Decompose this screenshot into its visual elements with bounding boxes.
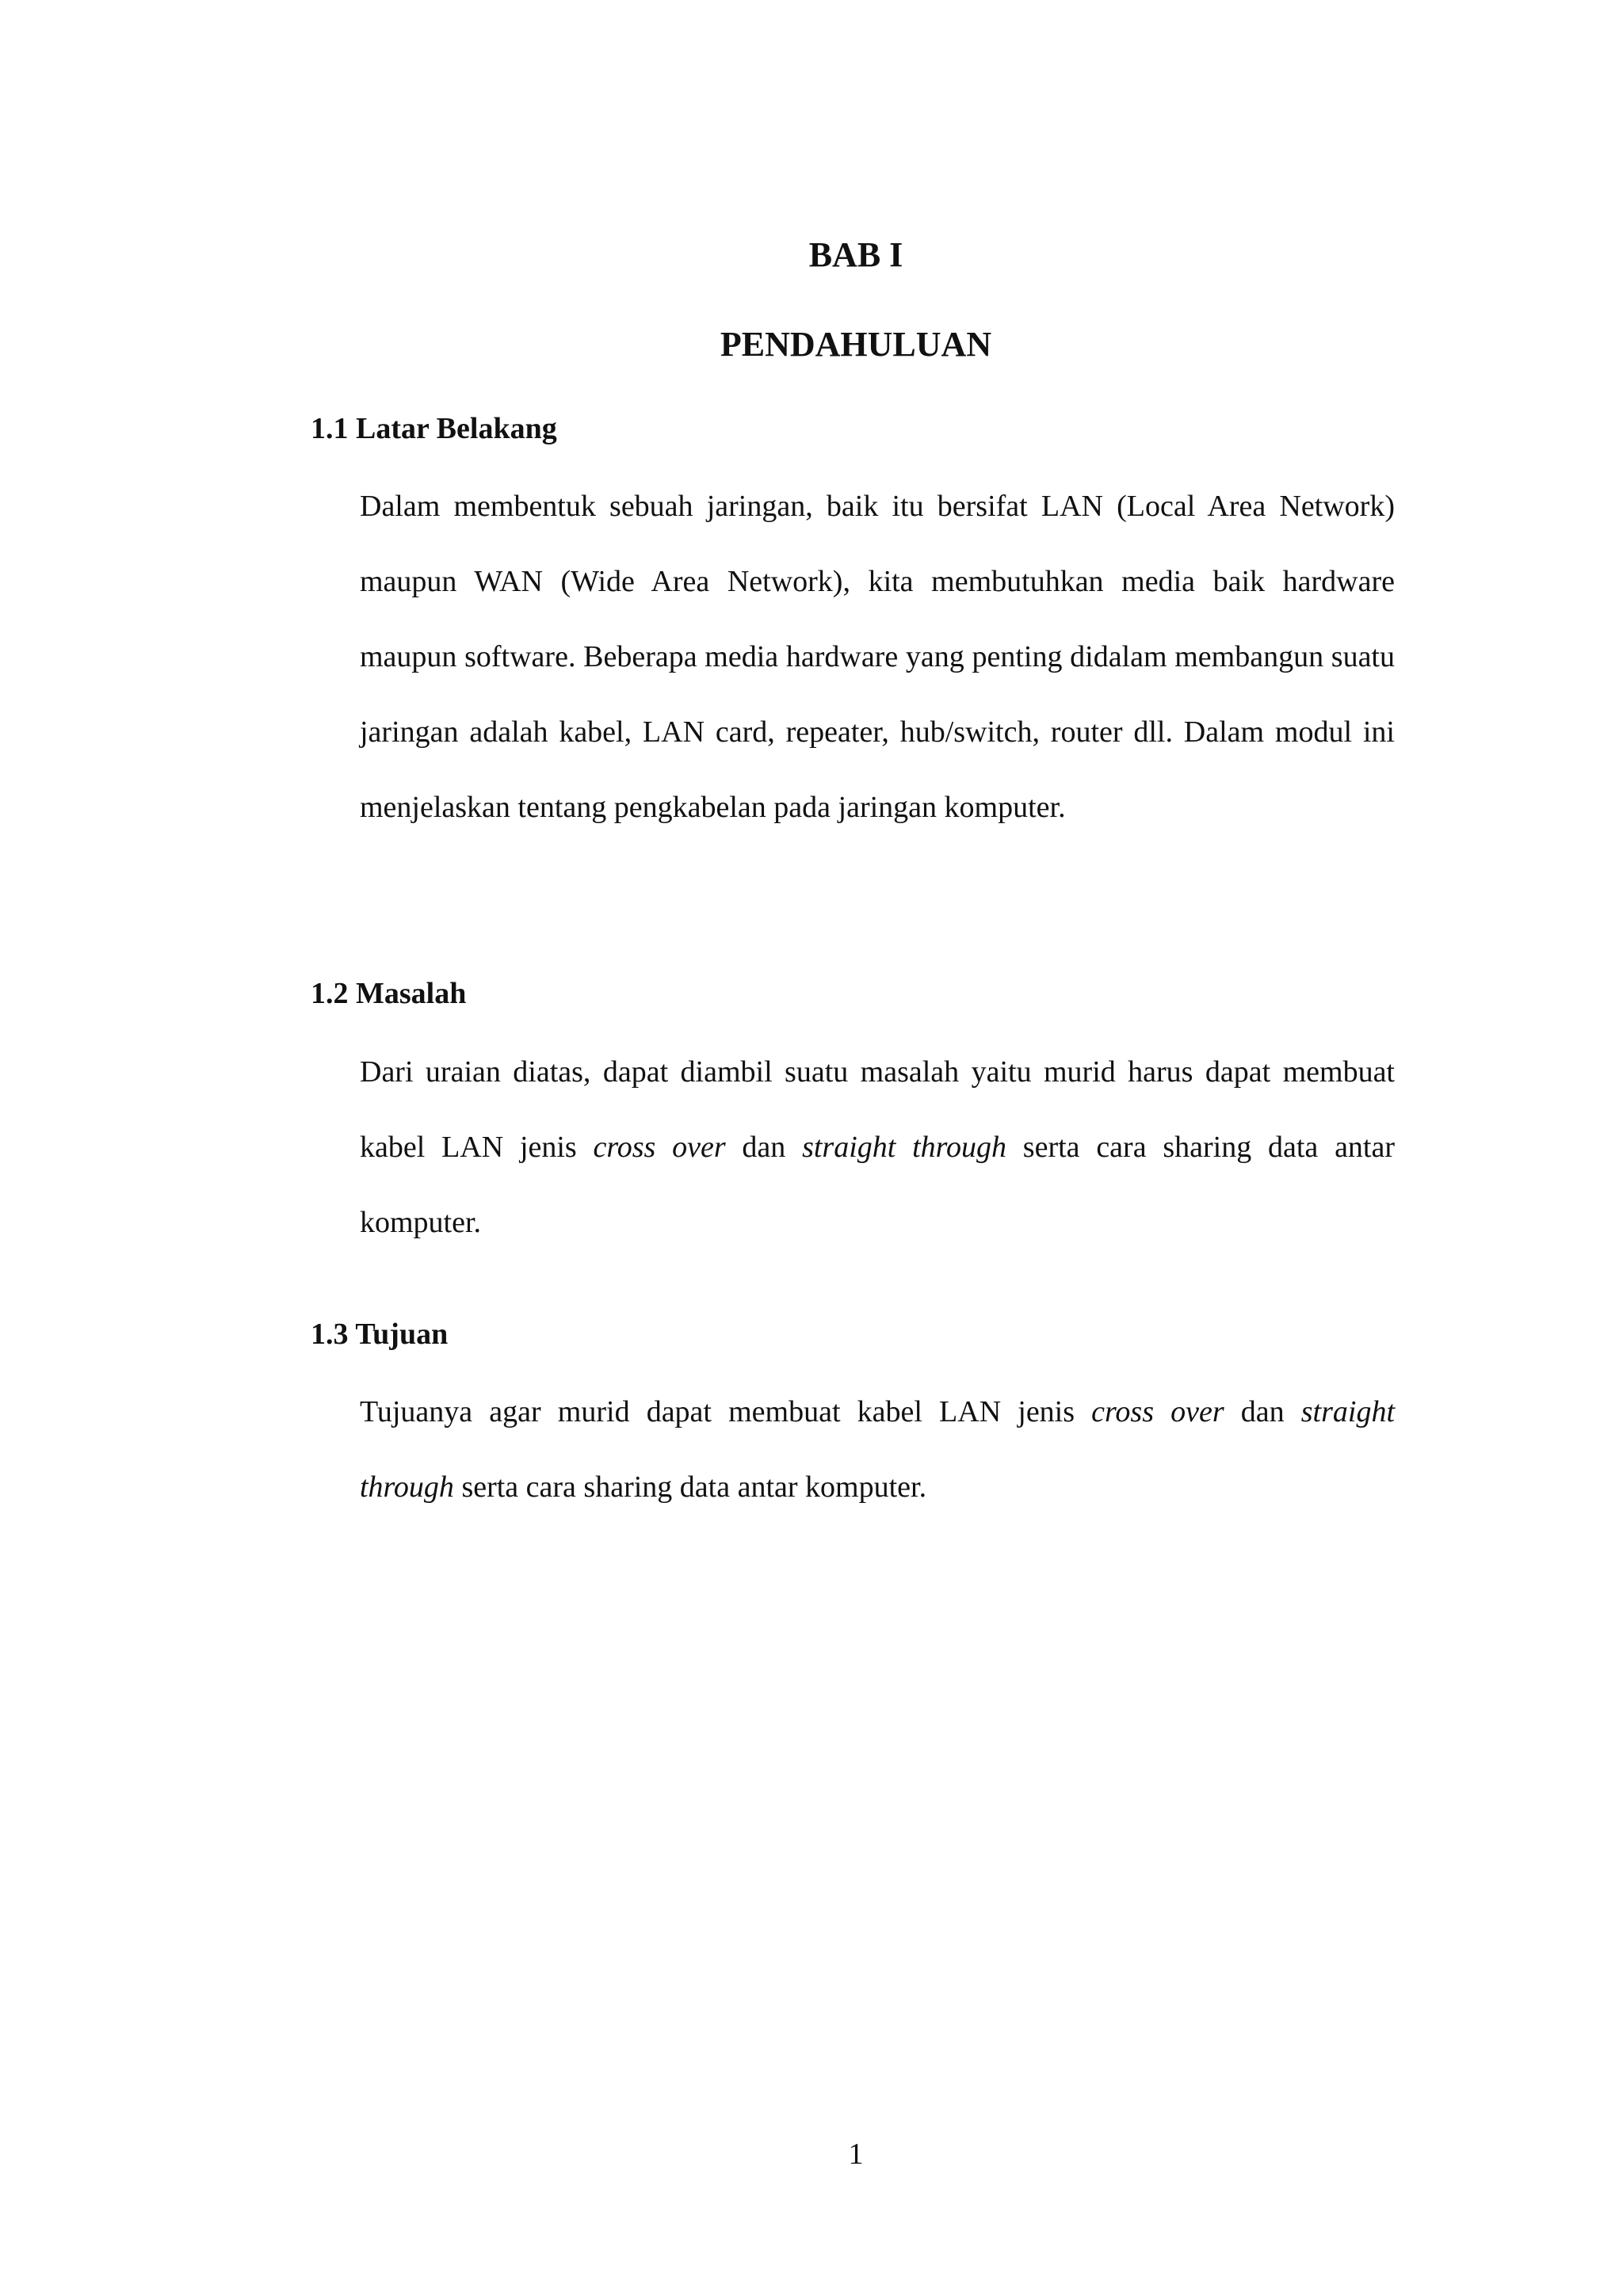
body-text: dan xyxy=(1224,1395,1301,1428)
italic-term-cross-over: cross over xyxy=(1091,1395,1224,1428)
chapter-title: PENDAHULUAN xyxy=(720,325,992,364)
body-text: dan xyxy=(725,1131,803,1164)
body-text: Dari uraian diatas, dapat diambil suatu masalah yaitu murid harus dapat membuat kabel LAN jenis xyxy=(360,1055,1395,1164)
section-body-latar-belakang: Dalam membentuk sebuah jaringan, baik itu bersifat LAN (Local Area Network) maupun WAN (Wide Area Network), kita membutuhkan media baik hardware maupun software. Beberapa media hardware yang penting didalam membangun suatu jaringan adalah kabel, LAN card, repeater, hub/switch, router dll. Dalam modul ini menjelaskan tentang pengkabelan pada jaringan komputer. xyxy=(360,490,1395,824)
page-number: 1 xyxy=(848,2138,864,2171)
section-heading-masalah: 1.2 Masalah xyxy=(311,977,467,1010)
body-text: serta cara sharing data antar komputer. xyxy=(360,1131,1396,1239)
italic-term-cross-over: cross over xyxy=(593,1131,726,1164)
section-body-tujuan xyxy=(360,1375,1395,1525)
italic-term-straight-through: straight through xyxy=(360,1395,1395,1504)
body-text: serta cara sharing data antar komputer. xyxy=(453,1470,927,1504)
body-text: Tujuanya agar murid dapat membuat kabel LAN jenis xyxy=(360,1395,1092,1428)
section-heading-latar-belakang: 1.1 Latar Belakang xyxy=(311,412,557,445)
section-heading-tujuan: 1.3 Tujuan xyxy=(311,1318,449,1351)
italic-term-straight-through: straight through xyxy=(802,1131,1007,1164)
chapter-label: BAB I xyxy=(808,235,903,274)
section-body-masalah xyxy=(360,1035,1395,1261)
